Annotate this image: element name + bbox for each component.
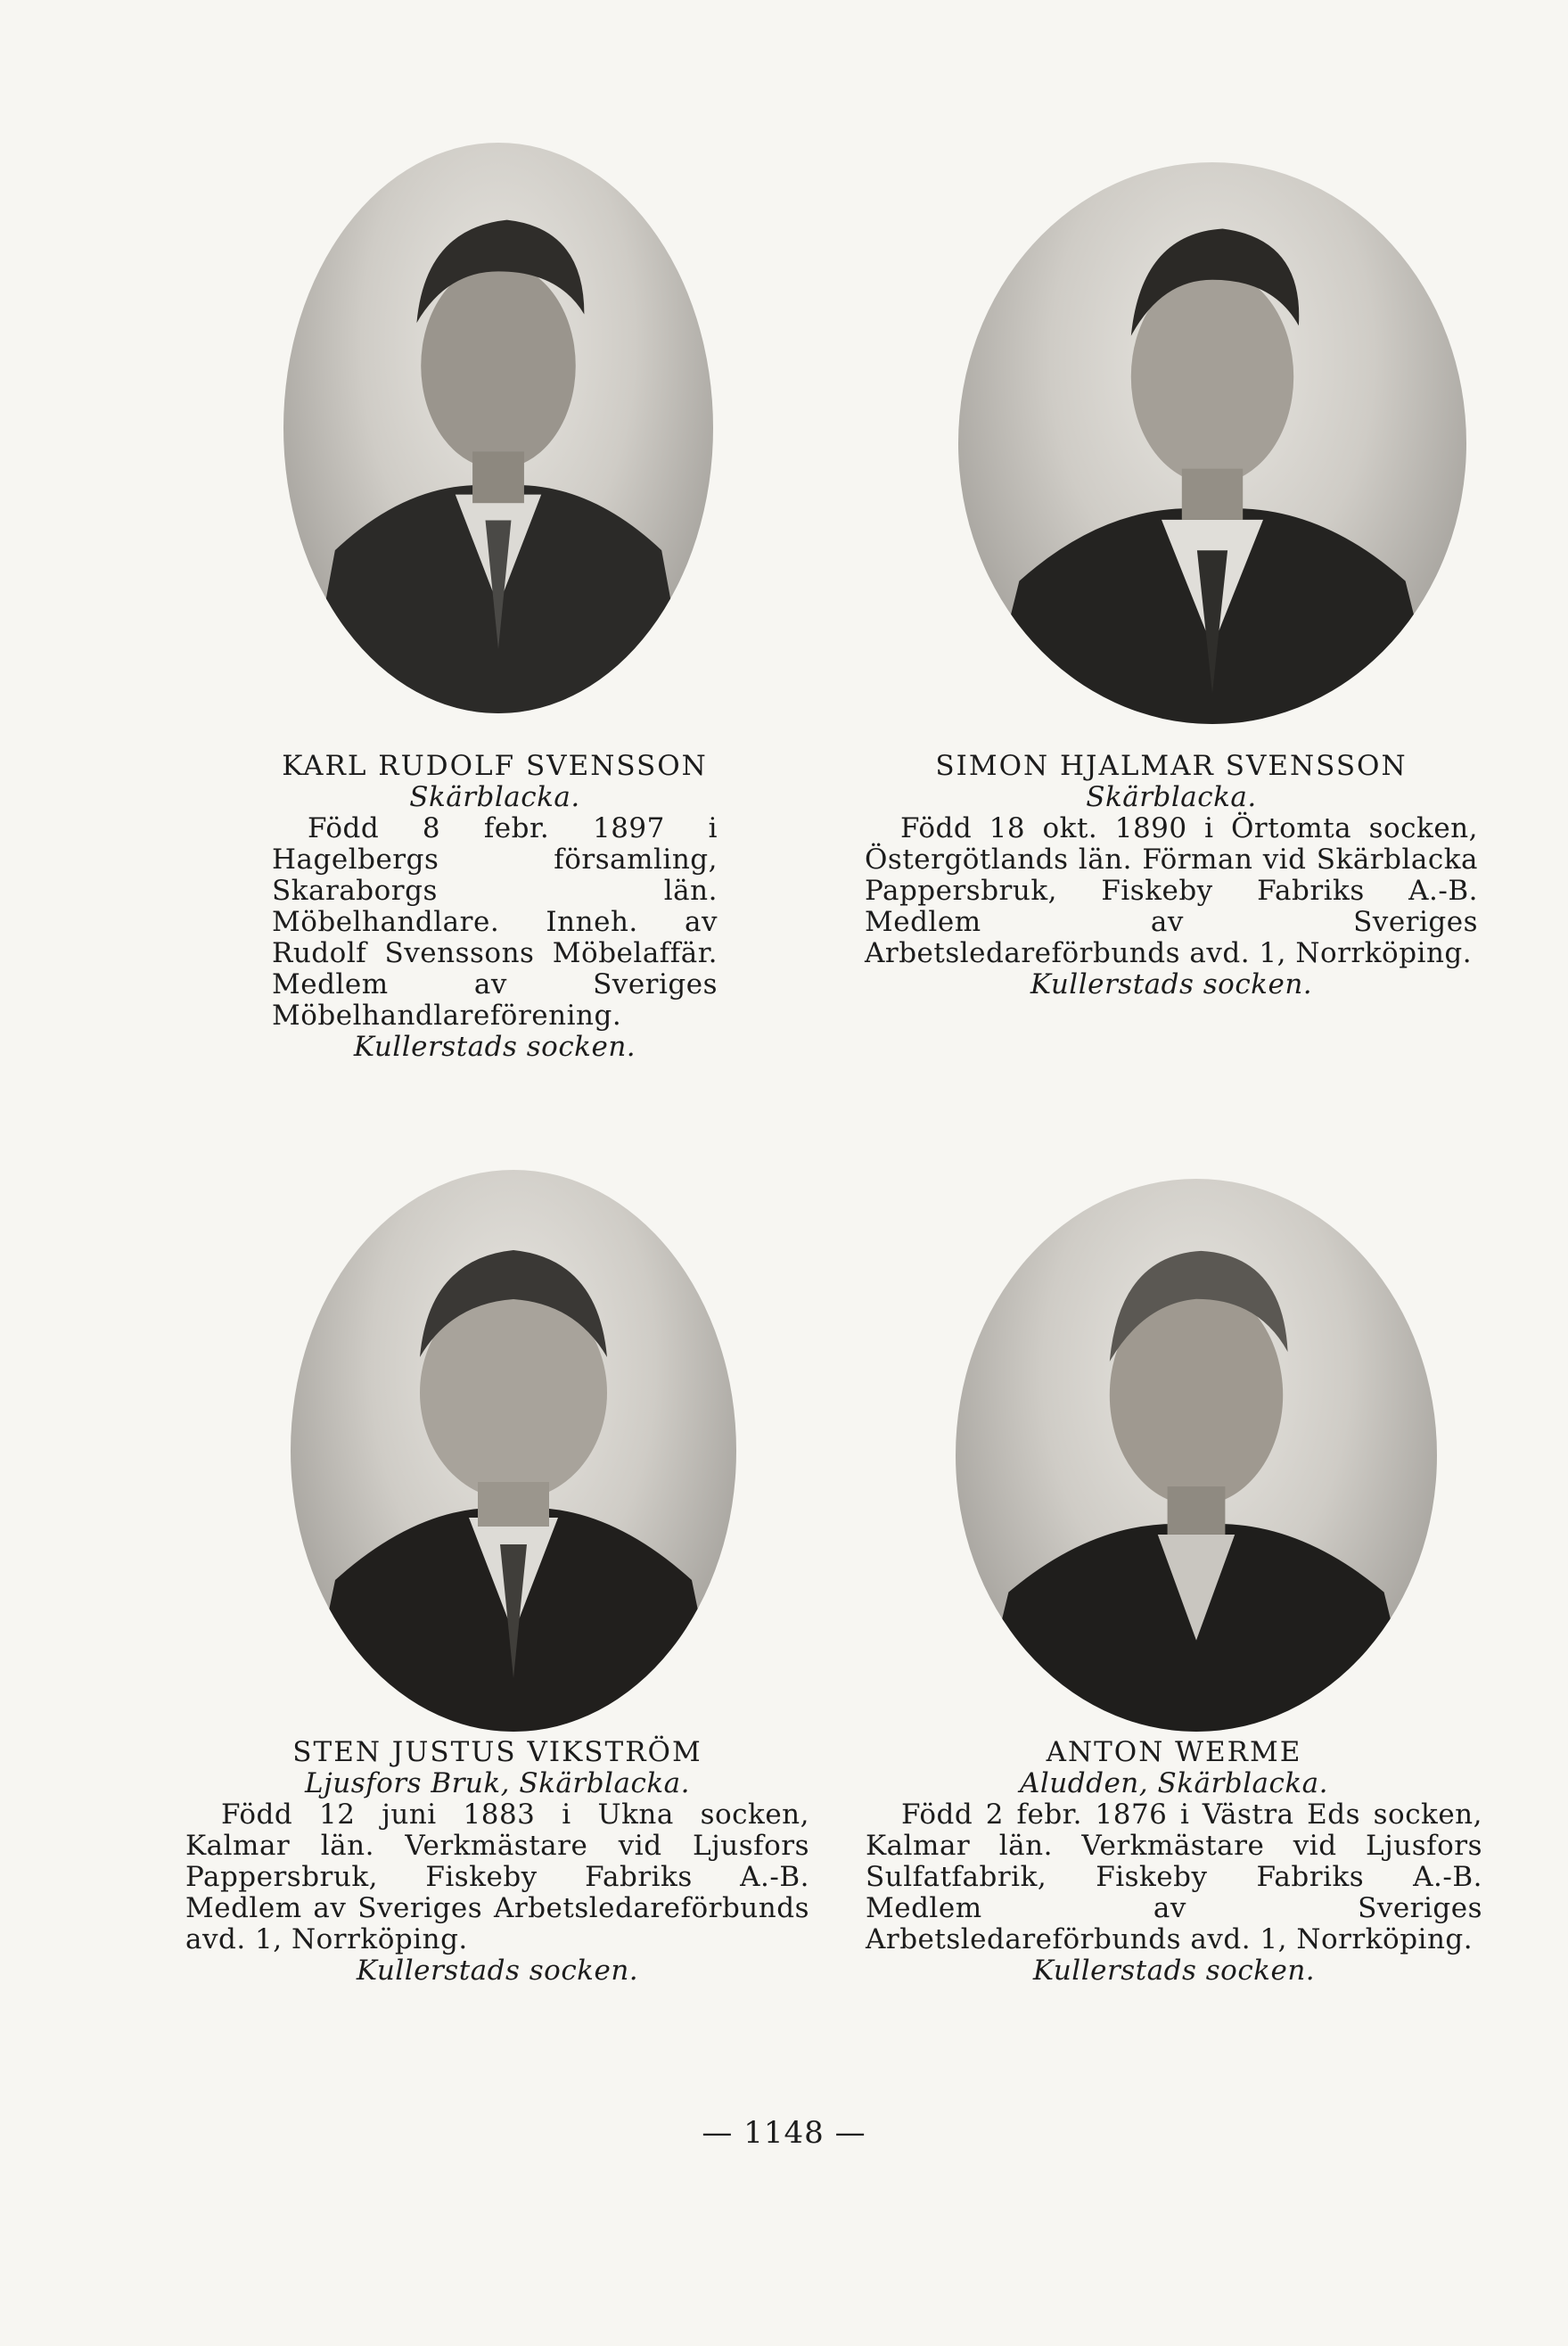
- caption: [865, 751, 1478, 1000]
- person-name: SIMON HJALMAR SVENSSON: [935, 750, 1408, 782]
- biography: Född 2 febr. 1876 i Västra Eds socken, Kalmar län. Verkmästare vid Ljusfors Sulfatfabrik, Fiskeby Fabriks A.-B. Medlem av Sveriges Arbetsledareförbunds avd. 1, Norrköping.: [866, 1799, 1482, 1955]
- biography: Född 8 febr. 1897 i Hagelbergs församling, Skaraborgs län. Möbelhandlare. Inneh. av Rudolf Svenssons Möbelaffär. Medlem av Sveriges Möbelhandlareförening.: [272, 812, 718, 1032]
- portrait-photo: [283, 143, 713, 713]
- parish: Kullerstads socken.: [353, 1031, 636, 1063]
- person-name: KARL RUDOLF SVENSSON: [282, 750, 708, 782]
- parish: Kullerstads socken.: [1030, 968, 1313, 1000]
- portrait-photo: [956, 1179, 1437, 1732]
- residence: Ljusfors Bruk, Skärblacka.: [305, 1767, 690, 1799]
- portrait-photo: [291, 1170, 736, 1732]
- page-number: — 1148 —: [702, 2115, 866, 2151]
- caption: [272, 751, 718, 1063]
- portrait-photo: [958, 162, 1466, 724]
- biography: Född 12 juni 1883 i Ukna socken, Kalmar län. Verkmästare vid Ljusfors Pappersbruk, Fiskeby Fabriks A.-B. Medlem av Sveriges Arbetsledareförbunds avd. 1, Norrköping.: [185, 1799, 809, 1955]
- residence: Skärblacka.: [1086, 781, 1257, 813]
- caption: [185, 1737, 809, 1987]
- person-name: ANTON WERME: [1046, 1736, 1302, 1768]
- caption: [866, 1737, 1482, 1987]
- residence: Aludden, Skärblacka.: [1019, 1767, 1329, 1799]
- residence: Skärblacka.: [409, 781, 580, 813]
- parish: Kullerstads socken.: [1032, 1955, 1316, 1987]
- person-name: STEN JUSTUS VIKSTRÖM: [292, 1736, 702, 1768]
- parish: Kullerstads socken.: [356, 1955, 639, 1987]
- biography: Född 18 okt. 1890 i Örtomta socken, Östergötlands län. Förman vid Skärblacka Pappersbruk, Fiskeby Fabriks A.-B. Medlem av Sveriges Arbetsledareförbunds avd. 1, Norrköping.: [865, 812, 1478, 969]
